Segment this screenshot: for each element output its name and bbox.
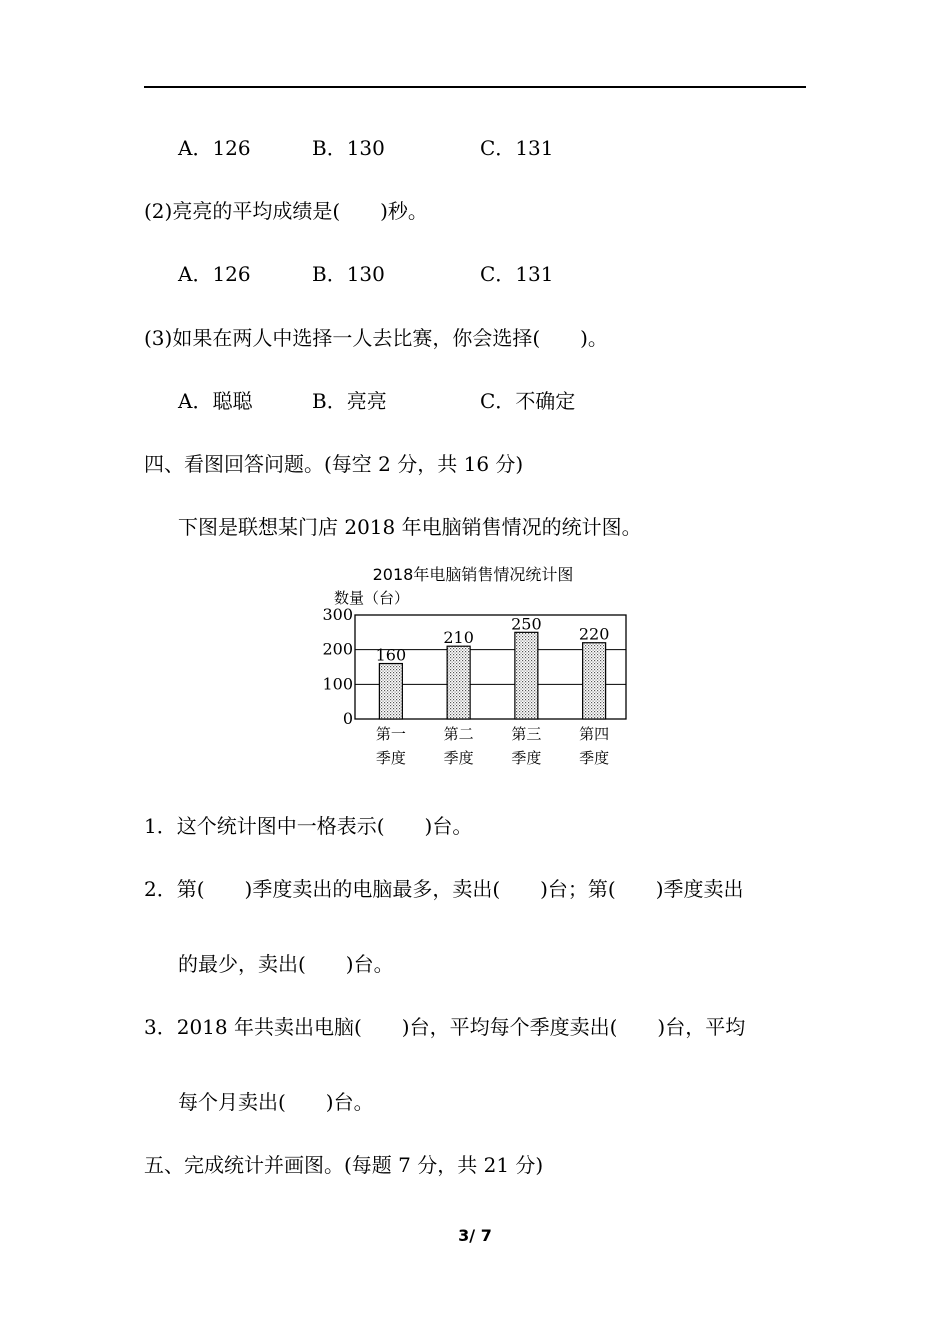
x-category-label: 第三 [511, 725, 542, 743]
bar-4 [583, 643, 606, 719]
y-tick-label: 100 [322, 674, 353, 694]
option-a: A．126 [178, 136, 251, 160]
question-1: 1．这个统计图中一格表示( )台。 [144, 814, 473, 838]
question-2-stem: (2)亮亮的平均成绩是( )秒。 [144, 199, 428, 223]
option-c: C．不确定 [480, 389, 576, 413]
header-rule [144, 86, 806, 88]
question-2-continued: 的最少，卖出( )台。 [178, 952, 394, 976]
x-category-label: 季度 [443, 749, 474, 767]
bar-2 [447, 646, 470, 719]
x-category-label: 第四 [579, 725, 610, 743]
x-category-label: 季度 [375, 749, 406, 767]
option-a: A．126 [178, 262, 251, 286]
x-category-label: 第一 [375, 725, 406, 743]
section-4-intro: 下图是联想某门店 2018 年电脑销售情况的统计图。 [178, 515, 642, 539]
section-5-heading: 五、完成统计并画图。(每题 7 分，共 21 分) [144, 1153, 544, 1177]
bar-3 [515, 632, 538, 719]
question-2: 2．第( )季度卖出的电脑最多，卖出( )台；第( )季度卖出 [144, 877, 744, 901]
y-tick-label: 0 [342, 709, 353, 728]
bar-value-label: 210 [443, 628, 474, 648]
bar-value-label: 250 [511, 614, 542, 634]
sales-bar-chart [0, 555, 950, 805]
question-3-stem: (3)如果在两人中选择一人去比赛，你会选择( )。 [144, 326, 608, 350]
question-3-continued: 每个月卖出( )台。 [178, 1090, 374, 1114]
bar-1 [379, 664, 402, 719]
option-c: C．131 [480, 136, 554, 160]
section-4-heading: 四、看图回答问题。(每空 2 分，共 16 分) [144, 452, 524, 476]
bar-value-label: 220 [578, 624, 610, 644]
page-number: 3/ 7 [458, 1226, 492, 1245]
option-b: B．130 [312, 262, 385, 286]
chart-title: 2018年电脑销售情况统计图 [372, 565, 574, 584]
bar-value-label: 160 [375, 645, 407, 665]
option-c: C．131 [480, 262, 554, 286]
question-3: 3．2018 年共卖出电脑( )台，平均每个季度卖出( )台，平均 [144, 1015, 746, 1039]
option-b: B．130 [312, 136, 385, 160]
y-axis-label: 数量（台） [334, 589, 410, 607]
x-category-label: 季度 [511, 749, 542, 767]
x-category-label: 季度 [579, 749, 610, 767]
option-b: B．亮亮 [312, 389, 387, 413]
x-category-label: 第二 [443, 725, 474, 743]
option-a: A．聪聪 [178, 389, 253, 413]
y-tick-label: 200 [322, 639, 353, 659]
y-tick-label: 300 [322, 605, 353, 624]
